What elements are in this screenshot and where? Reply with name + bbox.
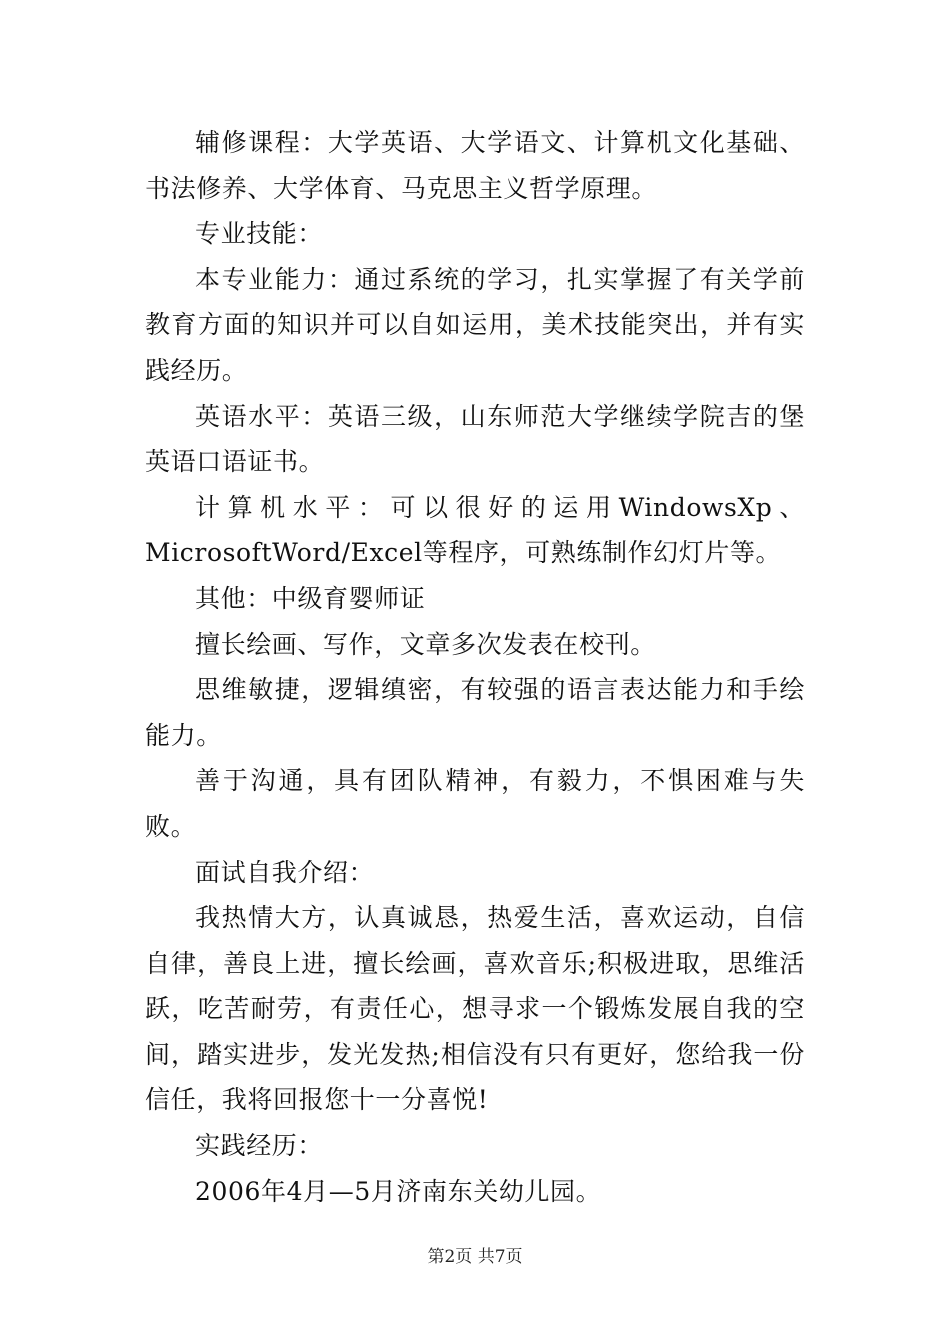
paragraph-experience-heading: 实践经历：: [195, 1131, 324, 1161]
paragraph-minor-courses: 辅修课程：大学英语、大学语文、计算机文化基础、书法修养、大学体育、马克思主义哲学原理。: [145, 128, 805, 203]
paragraph-computer-level: 计算机水平：可以很好的运用WindowsXp、MicrosoftWord/Excel等程序，可熟练制作幻灯片等。: [145, 492, 805, 568]
paragraph-thinking: 思维敏捷，逻辑缜密，有较强的语言表达能力和手绘能力。: [145, 675, 805, 750]
paragraph-intro-heading: 面试自我介绍：: [195, 857, 375, 887]
paragraph-english-level: 英语水平：英语三级，山东师范大学继续学院吉的堡英语口语证书。: [145, 401, 805, 477]
paragraph-experience-item: 2006年4月—5月济南东关幼儿园。: [195, 1176, 602, 1206]
paragraph-other-cert: 其他：中级育婴师证: [195, 583, 426, 613]
paragraph-self-intro: 我热情大方，认真诚恳，热爱生活，喜欢运动，自信自律，善良上进，擅长绘画，喜欢音乐;积极进取，思维活跃，吃苦耐劳，有责任心，想寻求一个锻炼发展自我的空间，踏实进步，发光发热;相信没有只有更好，您给我一份信任，我将回报您十一分喜悦!: [145, 903, 805, 1115]
document-body: [145, 120, 805, 1214]
paragraph-hobbies: 擅长绘画、写作，文章多次发表在校刊。: [195, 629, 656, 659]
paragraph-major-ability: 本专业能力：通过系统的学习，扎实掌握了有关学前教育方面的知识并可以自如运用，美术技能突出，并有实践经历。: [145, 264, 805, 385]
paragraph-teamwork: 善于沟通，具有团队精神，有毅力，不惧困难与失败。: [145, 766, 805, 841]
paragraph-skills-heading: 专业技能：: [195, 219, 324, 249]
page-number-footer: 第2页 共7页: [427, 1247, 523, 1267]
